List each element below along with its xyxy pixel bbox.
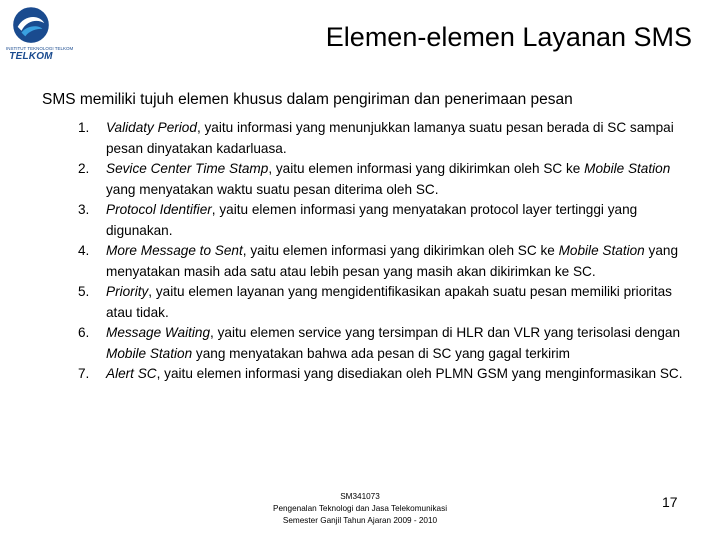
course-code: SM341073 bbox=[340, 492, 380, 501]
list-item bbox=[78, 118, 698, 159]
item-term: Message Waiting bbox=[106, 325, 211, 340]
item-term: Sevice Center Time Stamp bbox=[106, 161, 269, 176]
item-term: Alert SC bbox=[106, 366, 157, 381]
item-text: , yaitu elemen service yang tersimpan di HLR dan VLR yang terisolasi dengan bbox=[210, 325, 681, 340]
telkom-globe-icon bbox=[12, 6, 50, 44]
item-term-secondary: Mobile Station bbox=[558, 243, 645, 258]
item-text-secondary: yang menyatakan waktu suatu pesan diterima oleh SC. bbox=[106, 181, 439, 197]
list-item bbox=[78, 159, 698, 200]
list-item bbox=[78, 323, 698, 364]
course-name: Pengenalan Teknologi dan Jasa Telekomunikasi bbox=[272, 504, 448, 513]
item-number: 1. bbox=[78, 120, 90, 135]
list-item bbox=[78, 364, 698, 385]
item-text-secondary: yang menyatakan masih ada satu atau lebih pesan yang masih akan dikirimkan ke SC. bbox=[106, 243, 679, 279]
item-term-secondary: Mobile Station bbox=[584, 161, 671, 176]
telkom-logo bbox=[6, 6, 74, 68]
item-term: Validaty Period bbox=[106, 120, 197, 135]
item-text: , yaitu elemen informasi yang dikirimkan oleh SC ke bbox=[242, 243, 559, 258]
item-text-secondary: yang menyatakan bahwa ada pesan di SC yang gagal terkirim bbox=[192, 345, 570, 361]
item-text: , yaitu elemen layanan yang mengidentifikasikan apakah suatu pesan memiliki prioritas atau tidak. bbox=[106, 284, 672, 320]
list-item bbox=[78, 200, 698, 241]
intro-text: SMS memiliki tujuh elemen khusus dalam pengiriman dan penerimaan pesan bbox=[42, 91, 573, 108]
item-term: Protocol Identifier bbox=[106, 202, 212, 217]
item-text: , yaitu elemen informasi yang disediakan oleh PLMN GSM yang menginformasikan SC. bbox=[156, 366, 683, 381]
item-text: , yaitu elemen informasi yang menyatakan protocol layer tertinggi yang digunakan. bbox=[106, 202, 638, 238]
page-number: 17 bbox=[662, 494, 678, 510]
element-list bbox=[78, 118, 698, 385]
slide-title: Elemen-elemen Layanan SMS bbox=[325, 22, 692, 52]
item-number: 5. bbox=[78, 284, 90, 299]
institute-name: INSTITUT TEKNOLOGI TELKOM bbox=[6, 46, 74, 51]
slide-footer bbox=[230, 491, 490, 527]
brand-name: TELKOM bbox=[9, 51, 53, 62]
item-number: 2. bbox=[78, 161, 90, 176]
item-term: Priority bbox=[106, 284, 149, 299]
semester-text: Semester Ganjil Tahun Ajaran 2009 - 2010 bbox=[282, 516, 438, 525]
list-item bbox=[78, 282, 698, 323]
item-number: 4. bbox=[78, 243, 90, 258]
item-number: 6. bbox=[78, 325, 90, 340]
item-text: , yaitu informasi yang menunjukkan lamanya suatu pesan berada di SC sampai pesan dinyatakan kadarluasa. bbox=[106, 120, 674, 156]
item-term: More Message to Sent bbox=[106, 243, 243, 258]
item-term-secondary: Mobile Station bbox=[106, 345, 193, 361]
item-number: 7. bbox=[78, 366, 90, 381]
list-item bbox=[78, 241, 698, 282]
item-text: , yaitu elemen informasi yang dikirimkan oleh SC ke bbox=[268, 161, 585, 176]
item-number: 3. bbox=[78, 202, 90, 217]
